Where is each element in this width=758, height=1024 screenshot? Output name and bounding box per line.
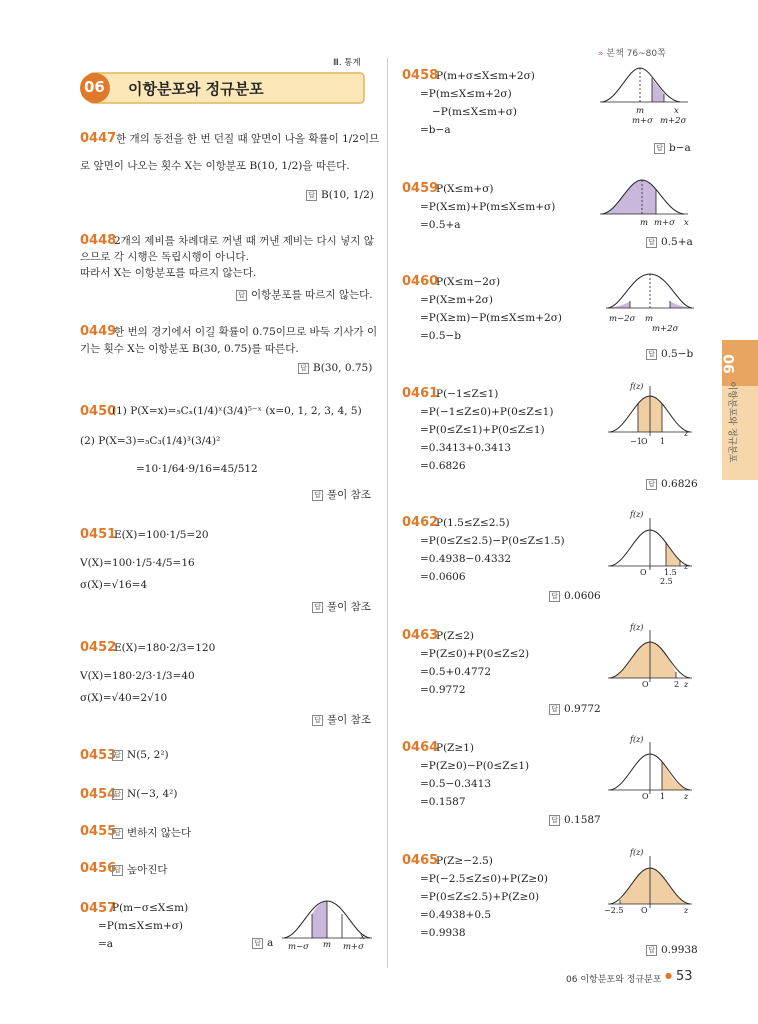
solution-line: =b−a bbox=[420, 124, 451, 136]
graph-label: O bbox=[642, 792, 649, 801]
graph-label: z bbox=[684, 680, 689, 689]
problem-number: 0459 bbox=[402, 181, 439, 196]
answer: 답 0.9772 bbox=[549, 703, 601, 715]
answer: 답 a bbox=[252, 937, 273, 949]
solution-line: =0.1587 bbox=[420, 796, 466, 808]
solution-line: =0.6826 bbox=[420, 460, 466, 472]
solution-line: P(m+σ≤X≤m+2σ) bbox=[436, 70, 535, 82]
solution-line: (1) P(X=x)=₅Cₓ(1/4)ˣ(3/4)⁵⁻ˣ (x=0, 1, 2, 3, 4, 5) bbox=[112, 405, 362, 417]
answer: 답 0.6826 bbox=[646, 478, 698, 490]
graph-label: x bbox=[674, 106, 679, 116]
graph-label: f(z) bbox=[630, 735, 644, 744]
problem-number: 0457 bbox=[80, 901, 117, 916]
graph-label: z bbox=[684, 562, 689, 571]
solution-line: =P(m≤X≤m+σ) bbox=[98, 920, 184, 932]
problem-number: 0448 bbox=[80, 233, 117, 248]
solution-line: =0.4938+0.5 bbox=[420, 909, 492, 921]
solution-line: =P(X≥m)−P(m≤X≤m+2σ) bbox=[420, 312, 562, 324]
solution-line: =0.5+0.4772 bbox=[420, 666, 492, 678]
graph-label: f(z) bbox=[630, 848, 644, 857]
answer: 답 B(30, 0.75) bbox=[298, 362, 372, 374]
problem-number: 0465 bbox=[402, 853, 439, 868]
solution-line: =0.3413+0.3413 bbox=[420, 442, 512, 454]
solution-line: P(X≤m+σ) bbox=[436, 183, 494, 195]
graph-label: −1 bbox=[630, 437, 642, 446]
graph-label: m+σ bbox=[343, 942, 364, 952]
problem-number: 0462 bbox=[402, 515, 439, 530]
footer-bullet: ● bbox=[665, 971, 672, 980]
answer: 답 0.5−b bbox=[646, 348, 693, 360]
graph-label: O bbox=[640, 568, 647, 577]
answer: 답 풀이 참조 bbox=[312, 712, 371, 727]
solution-line: =P(X≤m)+P(m≤X≤m+σ) bbox=[420, 201, 556, 213]
solution-line: P(Z≥1) bbox=[436, 742, 475, 754]
problem-number: 0447 bbox=[80, 131, 117, 146]
solution-line: P(Z≥−2.5) bbox=[436, 855, 493, 867]
graph-label: 1 bbox=[660, 792, 666, 801]
problem-number: 0455 bbox=[80, 824, 117, 839]
graph-label: m bbox=[640, 218, 649, 228]
graph-label: m−σ bbox=[288, 942, 309, 952]
graph-label: −2.5 bbox=[604, 906, 624, 915]
solution-line: =P(Z≥0)−P(0≤Z≤1) bbox=[420, 760, 530, 772]
normal-curve-graph bbox=[608, 514, 692, 576]
solution-line: =0.0606 bbox=[420, 571, 466, 583]
graph-label: m+σ bbox=[632, 116, 653, 126]
solution-line: =0.5−0.3413 bbox=[420, 778, 492, 790]
graph-label: 1.5 bbox=[664, 568, 677, 577]
problem-number: 0460 bbox=[402, 274, 439, 289]
answer: 답 0.5+a bbox=[646, 236, 693, 248]
solution-line: 로 앞면이 나오는 횟수 X는 이항분포 B(10, 1/2)을 따른다. bbox=[80, 160, 350, 172]
solution-line: E(X)=180·2/3=120 bbox=[114, 642, 216, 654]
solution-line: =P(m≤X≤m+2σ) bbox=[420, 88, 512, 100]
graph-label: m bbox=[323, 940, 332, 950]
solution-line: =a bbox=[98, 938, 114, 950]
solution-line: 으므로 각 시행은 독립시행이 아니다. bbox=[80, 251, 249, 263]
solution-line: (2) P(X=3)=₅C₃(1/4)³(3/4)² bbox=[80, 435, 221, 447]
problem-number: 0461 bbox=[402, 386, 439, 401]
problem-number: 0456 bbox=[80, 861, 117, 876]
solution-line: E(X)=100·1/5=20 bbox=[114, 529, 209, 541]
graph-label: f(z) bbox=[630, 623, 644, 632]
graph-label: O bbox=[641, 906, 648, 915]
column-divider bbox=[387, 58, 388, 968]
problem-number: 0451 bbox=[80, 527, 117, 542]
solution-line: 2개의 제비를 차례대로 꺼낼 때 꺼낸 제비는 다시 넣지 않 bbox=[114, 235, 374, 247]
reference-text: 본책 76~80쪽 bbox=[606, 49, 666, 59]
graph-label: z bbox=[684, 429, 689, 438]
problem-number: 0453 bbox=[80, 748, 117, 763]
answer: 답 0.1587 bbox=[549, 814, 601, 826]
graph-label: 2 bbox=[674, 680, 680, 689]
solution-line: =10·1/64·9/16=45/512 bbox=[136, 463, 258, 475]
solution-line: =0.9772 bbox=[420, 684, 466, 696]
problem-number: 0464 bbox=[402, 740, 439, 755]
graph-label: m+2σ bbox=[652, 324, 679, 334]
answer: 답 N(−3, 4²) bbox=[112, 788, 177, 800]
graph-label: m+σ bbox=[654, 218, 675, 228]
solution-line: =P(−1≤Z≤0)+P(0≤Z≤1) bbox=[420, 406, 554, 418]
solution-line: σ(X)=√16=4 bbox=[80, 579, 148, 591]
solution-line: P(Z≤2) bbox=[436, 630, 475, 642]
graph-label: z bbox=[684, 792, 689, 801]
answer: 답 N(5, 2²) bbox=[112, 749, 169, 761]
solution-line: =P(Z≤0)+P(0≤Z≤2) bbox=[420, 648, 530, 660]
graph-label: 1 bbox=[660, 437, 666, 446]
graph-label: f(z) bbox=[630, 382, 644, 391]
graph-label: m bbox=[636, 106, 645, 116]
graph-label: O bbox=[641, 437, 648, 446]
graph-label: 2.5 bbox=[660, 577, 673, 586]
solution-line: 기는 횟수 X는 이항분포 B(30, 0.75)를 따른다. bbox=[80, 343, 299, 355]
side-tab-number: 06 bbox=[719, 354, 736, 374]
problem-number: 0452 bbox=[80, 640, 117, 655]
solution-line: P(X≤m−2σ) bbox=[436, 276, 501, 288]
solution-line: =0.5−b bbox=[420, 330, 462, 342]
solution-line: =P(0≤Z≤1)+P(0≤Z≤1) bbox=[420, 424, 545, 436]
graph-label: x bbox=[360, 932, 365, 942]
solution-line: =P(−2.5≤Z≤0)+P(Z≥0) bbox=[420, 873, 548, 885]
solution-line: P(m−σ≤X≤m) bbox=[112, 902, 189, 914]
footer-chapter: 06 이항분포와 정규분포 bbox=[566, 975, 662, 985]
answer: 답 높아진다 bbox=[112, 862, 168, 877]
solution-line: =0.4938−0.4332 bbox=[420, 553, 512, 565]
solution-line: =0.5+a bbox=[420, 219, 461, 231]
solution-line: 따라서 X는 이항분포를 따르지 않는다. bbox=[80, 267, 257, 279]
graph-label: x bbox=[684, 218, 689, 228]
graph-label: z bbox=[684, 906, 689, 915]
problem-number: 0454 bbox=[80, 787, 117, 802]
page-number: 53 bbox=[676, 969, 693, 984]
answer: 답 0.0606 bbox=[549, 590, 601, 602]
side-tab-title: 이항분포와 정규분포 bbox=[726, 381, 737, 463]
answer: 답 변하지 않는다 bbox=[112, 825, 191, 840]
solution-line: 한 개의 동전을 한 번 던질 때 앞면이 나올 확률이 1/2이므 bbox=[116, 133, 380, 145]
chapter-number: 06 bbox=[84, 78, 105, 96]
graph-label: m−2σ bbox=[609, 314, 636, 324]
solution-line: =P(0≤Z≤2.5)+P(Z≥0) bbox=[420, 891, 540, 903]
answer: 답 B(10, 1/2) bbox=[306, 189, 374, 201]
answer: 답 풀이 참조 bbox=[312, 487, 371, 502]
solution-line: P(1.5≤Z≤2.5) bbox=[436, 517, 510, 529]
solution-line: =P(0≤Z≤2.5)−P(0≤Z≤1.5) bbox=[420, 535, 565, 547]
solution-line: 한 번의 경기에서 이길 확률이 0.75이므로 바둑 기사가 이 bbox=[114, 326, 378, 338]
answer: 답 풀이 참조 bbox=[312, 599, 371, 614]
problem-number: 0458 bbox=[402, 68, 439, 83]
answer: 답 이항분포를 따르지 않는다. bbox=[236, 287, 373, 302]
solution-line: V(X)=180·2/3·1/3=40 bbox=[80, 670, 195, 682]
chapter-title: 이항분포와 정규분포 bbox=[128, 80, 264, 98]
solution-line: =P(X≥m+2σ) bbox=[420, 294, 493, 306]
problem-number: 0449 bbox=[80, 324, 117, 339]
solution-line: −P(m≤X≤m+σ) bbox=[432, 106, 518, 118]
solution-line: V(X)=100·1/5·4/5=16 bbox=[80, 557, 195, 569]
normal-curve-graph bbox=[606, 270, 694, 316]
reference-label: » 본책 76~80쪽 bbox=[598, 49, 666, 59]
graph-label: f(z) bbox=[630, 510, 644, 519]
answer: 답 0.9938 bbox=[646, 944, 698, 956]
normal-curve-graph bbox=[608, 626, 692, 688]
solution-line: σ(X)=√40=2√10 bbox=[80, 692, 168, 704]
graph-label: m+2σ bbox=[660, 116, 687, 126]
normal-curve-graph bbox=[608, 738, 692, 800]
section-label: Ⅲ. 통계 bbox=[333, 58, 361, 68]
problem-number: 0450 bbox=[80, 404, 117, 419]
graph-label: O bbox=[642, 680, 649, 689]
graph-label: m bbox=[645, 314, 654, 324]
normal-curve-graph bbox=[608, 384, 692, 446]
problem-number: 0463 bbox=[402, 628, 439, 643]
answer: 답 b−a bbox=[654, 142, 691, 154]
solution-line: P(−1≤Z≤1) bbox=[436, 388, 499, 400]
solution-line: =0.9938 bbox=[420, 927, 466, 939]
